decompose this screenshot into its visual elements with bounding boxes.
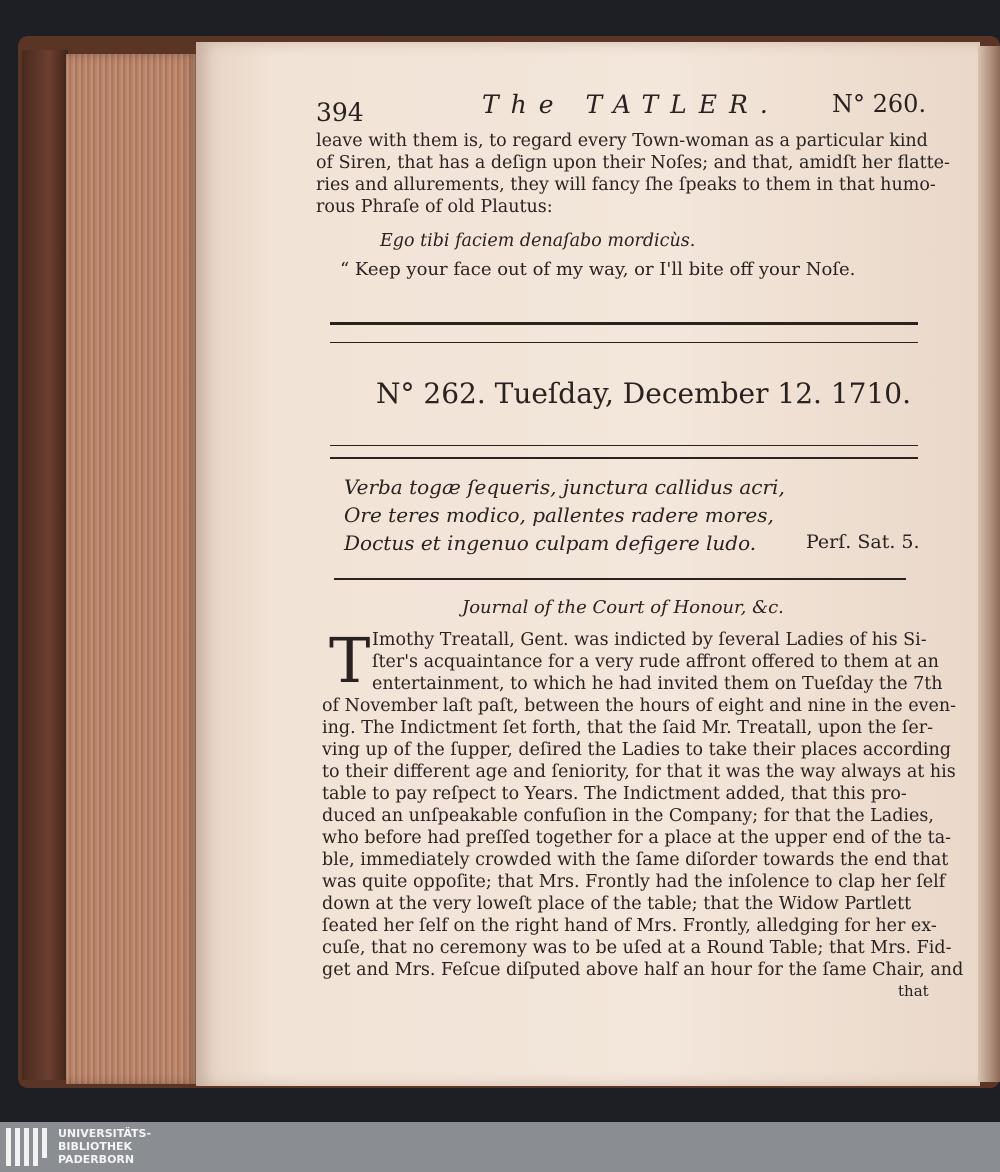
issue-reference: N° 260. (832, 90, 927, 118)
motto-source: Perſ. Sat. 5. (806, 531, 920, 553)
section-title: Journal of the Court of Honour, &c. (462, 597, 784, 618)
text-line: ing. The Indictment ſet forth, that the ſaid Mr. Treatall, upon the ſer- (322, 718, 934, 738)
issue-heading: N° 262. Tueſday, December 12. 1710. (376, 377, 911, 410)
text-line: cuſe, that no ceremony was to be uſed at a Round Table; that Mrs. Fid- (322, 938, 952, 958)
section-rule (334, 578, 906, 580)
library-name-line: UNIVERSITÄTS- (58, 1127, 152, 1140)
drop-cap: T (329, 624, 371, 697)
catchword: that (898, 982, 929, 1000)
library-footer (0, 1122, 1000, 1172)
section-rule (330, 445, 918, 446)
translation-line: “ Keep your face out of my way, or I'll bite off your Noſe. (340, 259, 856, 280)
motto-line: Doctus et ingenuo culpam defigere ludo. (344, 531, 757, 555)
text-line: duced an unſpeakable confuſion in the Company; for that the Ladies, (322, 806, 934, 826)
page-edges (66, 54, 198, 1084)
motto-line: Verba togæ ſequeris, junctura callidus acri, (344, 475, 785, 499)
text-line: ving up of the ſupper, deſired the Ladies to take their places according (322, 740, 951, 760)
text-line: ſter's acquaintance for a very rude affront offered to them at an (372, 652, 939, 672)
text-line: was quite oppoſite; that Mrs. Frontly had the inſolence to clap her ſelf (322, 872, 946, 892)
text-line: ries and allurements, they will fancy ſhe ſpeaks to them in that humo- (316, 175, 936, 195)
text-line: down at the very loweſt place of the table; that the Widow Partlett (322, 894, 912, 914)
library-logo-icon (6, 1128, 52, 1166)
facing-page-edge (978, 46, 1000, 1082)
text-line: ble, immediately crowded with the ſame diſorder towards the end that (322, 850, 949, 870)
section-rule (330, 342, 918, 343)
text-line: to their different age and ſeniority, for that it was the way always at his (322, 762, 956, 782)
text-line: Imothy Treatall, Gent. was indicted by ſeveral Ladies of his Si- (372, 630, 927, 650)
running-title: The TATLER. (482, 90, 780, 119)
book-spine (22, 50, 68, 1080)
page-number: 394 (316, 98, 364, 127)
latin-quote: Ego tibi faciem denaſabo mordicùs. (380, 231, 696, 251)
text-line: entertainment, to which he had invited them on Tueſday the 7th (372, 674, 943, 694)
motto-line: Ore teres modico, pallentes radere mores, (344, 503, 774, 527)
library-name-line: BIBLIOTHEK (58, 1140, 133, 1153)
text-line: rous Phraſe of old Plautus: (316, 197, 553, 217)
section-rule (330, 322, 918, 325)
text-line: of Siren, that has a deſign upon their Noſes; and that, amidſt her flatte- (316, 153, 950, 173)
text-line: table to pay reſpect to Years. The Indictment added, that this pro- (322, 784, 907, 804)
text-line: ſeated her ſelf on the right hand of Mrs. Frontly, alledging for her ex- (322, 916, 937, 936)
text-line: leave with them is, to regard every Town-woman as a particular kind (316, 131, 928, 151)
text-line: who before had preſſed together for a place at the upper end of the ta- (322, 828, 952, 848)
text-line: get and Mrs. Feſcue diſputed above half an hour for the ſame Chair, and (322, 960, 964, 980)
library-name-line: PADERBORN (58, 1153, 135, 1166)
section-rule (330, 457, 918, 459)
text-line: of November laſt paſt, between the hours of eight and nine in the even- (322, 696, 957, 716)
